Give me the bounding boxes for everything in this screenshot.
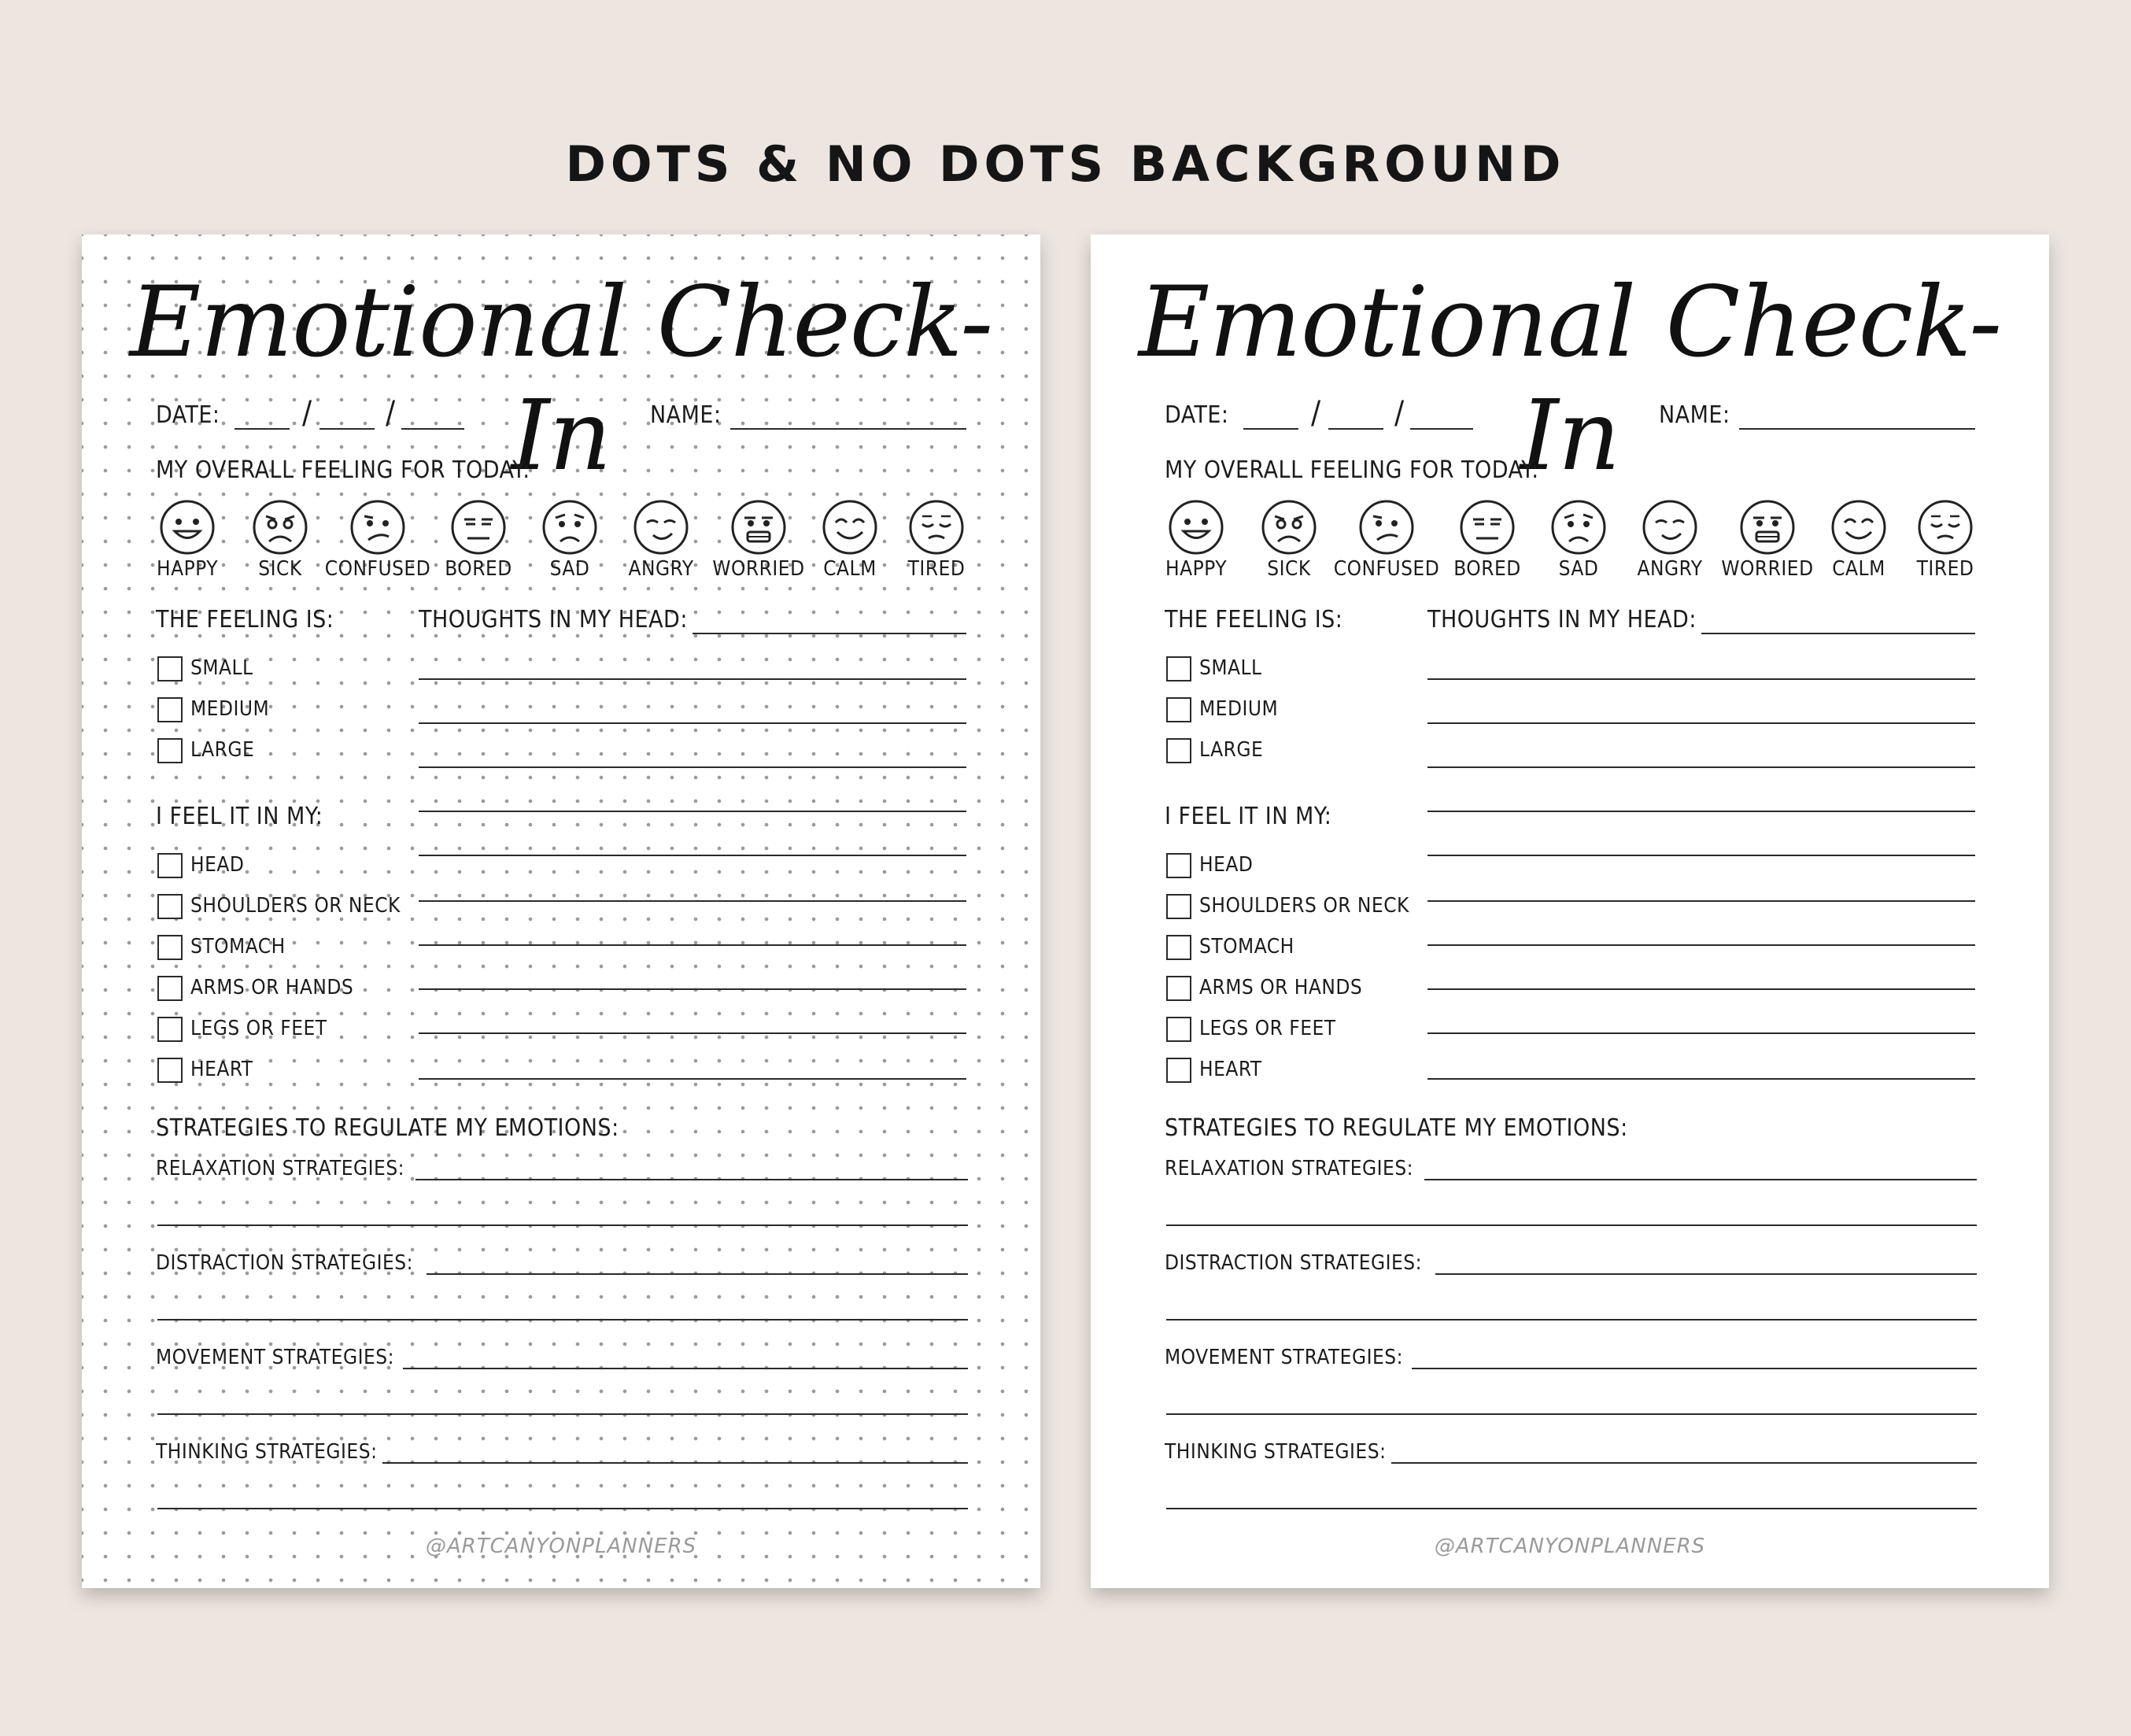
strategy-label: MOVEMENT STRATEGIES: — [156, 1346, 394, 1369]
thoughts-line[interactable] — [1701, 633, 1975, 634]
checkbox-large[interactable] — [1166, 738, 1191, 763]
thoughts-label: THOUGHTS IN MY HEAD: — [419, 606, 688, 633]
strategies-label: STRATEGIES TO REGULATE MY EMOTIONS: — [1165, 1114, 1628, 1142]
strategy-label: RELAXATION STRATEGIES: — [156, 1157, 405, 1180]
strategy-line[interactable] — [157, 1319, 968, 1320]
overall-feeling-label: MY OVERALL FEELING FOR TODAY: — [156, 456, 530, 484]
thoughts-line[interactable] — [1427, 1078, 1975, 1080]
name-label: NAME: — [650, 401, 722, 429]
emotion-label: CONFUSED — [1333, 557, 1440, 581]
date-day-line[interactable] — [319, 428, 375, 430]
checkbox-medium[interactable] — [1166, 697, 1191, 722]
option-label: ARMS OR HANDS — [1199, 976, 1363, 999]
strategy-line[interactable] — [1166, 1508, 1977, 1509]
date-separator: / — [386, 395, 396, 431]
strategy-label: MOVEMENT STRATEGIES: — [1165, 1346, 1403, 1369]
thoughts-line[interactable] — [419, 678, 966, 680]
calm-face-icon[interactable] — [1830, 499, 1887, 556]
date-separator: / — [1311, 395, 1321, 431]
worksheet-title: Emotional Check-In — [129, 266, 993, 493]
strategy-line[interactable] — [382, 1462, 968, 1464]
thoughts-label: THOUGHTS IN MY HEAD: — [1427, 606, 1697, 633]
emotion-label: CALM — [1832, 557, 1885, 581]
strategy-line[interactable] — [403, 1368, 968, 1369]
thoughts-line[interactable] — [419, 1032, 966, 1034]
option-label: LARGE — [1199, 738, 1264, 762]
checkbox-legs[interactable] — [157, 1017, 183, 1042]
strategy-line[interactable] — [157, 1413, 968, 1415]
checkbox-large[interactable] — [157, 738, 183, 763]
thoughts-line[interactable] — [692, 633, 966, 634]
emotion-label: BORED — [445, 557, 512, 581]
tired-face-icon[interactable] — [908, 499, 965, 556]
emotion-label: TIRED — [907, 557, 966, 581]
checkbox-arms[interactable] — [1166, 976, 1191, 1001]
body-location-label: I FEEL IT IN MY: — [1165, 803, 1332, 830]
thoughts-line[interactable] — [1427, 855, 1975, 856]
checkbox-head[interactable] — [157, 853, 183, 878]
option-label: MEDIUM — [190, 697, 270, 721]
strategy-line[interactable] — [1166, 1319, 1977, 1320]
strategy-label: THINKING STRATEGIES: — [156, 1440, 378, 1464]
emotion-label: ANGRY — [1637, 557, 1703, 581]
date-year-line[interactable] — [401, 428, 464, 430]
option-label: SMALL — [1199, 656, 1262, 680]
name-label: NAME: — [1659, 401, 1730, 429]
overall-feeling-label: MY OVERALL FEELING FOR TODAY: — [1165, 456, 1539, 484]
banner-heading: DOTS & NO DOTS BACKGROUND — [565, 135, 1566, 193]
date-year-line[interactable] — [1410, 428, 1473, 430]
thoughts-line[interactable] — [419, 1078, 966, 1080]
date-label: DATE: — [1165, 401, 1229, 429]
strategy-label: THINKING STRATEGIES: — [1165, 1440, 1387, 1464]
thoughts-line[interactable] — [419, 811, 966, 812]
checkbox-arms[interactable] — [157, 976, 183, 1001]
checkbox-heart[interactable] — [157, 1058, 183, 1083]
worksheet-plain — [1091, 235, 2049, 1588]
option-label: SMALL — [190, 656, 253, 680]
option-label: SHOULDERS OR NECK — [190, 894, 401, 918]
thoughts-line[interactable] — [419, 988, 966, 990]
happy-face-icon[interactable] — [159, 499, 216, 556]
strategy-line[interactable] — [427, 1273, 968, 1275]
worksheet-dotted — [82, 235, 1040, 1588]
calm-face-icon[interactable] — [822, 499, 878, 556]
date-separator: / — [302, 395, 312, 431]
emotion-label: HAPPY — [156, 557, 218, 581]
emotion-label: CONFUSED — [324, 557, 431, 581]
date-day-line[interactable] — [1328, 428, 1383, 430]
date-month-line[interactable] — [1243, 428, 1298, 430]
strategy-line[interactable] — [1391, 1462, 1977, 1464]
date-label: DATE: — [156, 401, 220, 429]
strategy-line[interactable] — [415, 1179, 968, 1180]
angry-face-icon[interactable] — [633, 499, 689, 556]
thoughts-line[interactable] — [1427, 944, 1975, 946]
angry-face-icon[interactable] — [1642, 499, 1698, 556]
checkbox-medium[interactable] — [157, 697, 183, 722]
option-label: HEART — [190, 1058, 253, 1081]
thoughts-line[interactable] — [1427, 900, 1975, 902]
option-label: HEAD — [1199, 853, 1254, 877]
strategy-line[interactable] — [1424, 1179, 1977, 1180]
checkbox-shoulders[interactable] — [157, 894, 183, 919]
checkbox-small[interactable] — [157, 656, 183, 681]
worried-face-icon[interactable] — [730, 499, 787, 556]
emotion-label: CALM — [823, 557, 877, 581]
strategy-line[interactable] — [1166, 1413, 1977, 1415]
feeling-size-label: THE FEELING IS: — [1165, 606, 1343, 633]
option-label: MEDIUM — [1199, 697, 1279, 721]
thoughts-line[interactable] — [419, 722, 966, 724]
footer-credit: @ARTCANYONPLANNERS — [425, 1535, 697, 1558]
option-label: ARMS OR HANDS — [190, 976, 354, 999]
sick-face-icon[interactable] — [1261, 499, 1317, 556]
strategy-line[interactable] — [1166, 1224, 1977, 1226]
thoughts-line[interactable] — [419, 900, 966, 902]
option-label: LARGE — [190, 738, 255, 762]
body-location-label: I FEEL IT IN MY: — [156, 803, 323, 830]
date-separator: / — [1394, 395, 1405, 431]
sick-face-icon[interactable] — [252, 499, 308, 556]
strategy-label: DISTRACTION STRATEGIES: — [156, 1251, 414, 1275]
emotion-label: SICK — [258, 557, 302, 581]
sad-face-icon[interactable] — [541, 499, 598, 556]
emotion-label: SAD — [1558, 557, 1599, 581]
thoughts-line[interactable] — [419, 855, 966, 856]
option-label: LEGS OR FEET — [1199, 1017, 1336, 1040]
checkbox-legs[interactable] — [1166, 1017, 1191, 1042]
emotion-label: SAD — [549, 557, 590, 581]
thoughts-line[interactable] — [1427, 988, 1975, 990]
option-label: HEAD — [190, 853, 245, 877]
footer-credit: @ARTCANYONPLANNERS — [1434, 1535, 1706, 1558]
tired-face-icon[interactable] — [1917, 499, 1974, 556]
strategy-line[interactable] — [1412, 1368, 1977, 1369]
emotion-label: WORRIED — [712, 557, 805, 581]
thoughts-line[interactable] — [1427, 811, 1975, 812]
feeling-size-label: THE FEELING IS: — [156, 606, 334, 633]
name-line[interactable] — [730, 428, 966, 430]
strategy-line[interactable] — [157, 1508, 968, 1509]
checkbox-stomach[interactable] — [157, 935, 183, 960]
emotion-label: TIRED — [1916, 557, 1974, 581]
strategy-line[interactable] — [157, 1224, 968, 1226]
checkbox-stomach[interactable] — [1166, 935, 1191, 960]
thoughts-line[interactable] — [419, 766, 966, 768]
checkbox-small[interactable] — [1166, 656, 1191, 681]
thoughts-line[interactable] — [1427, 1032, 1975, 1034]
option-label: STOMACH — [1199, 935, 1294, 958]
emotion-label: SICK — [1267, 557, 1311, 581]
strategies-label: STRATEGIES TO REGULATE MY EMOTIONS: — [156, 1114, 619, 1142]
strategy-label: RELAXATION STRATEGIES: — [1165, 1157, 1414, 1180]
option-label: HEART — [1199, 1058, 1262, 1081]
option-label: SHOULDERS OR NECK — [1199, 894, 1409, 918]
confused-face-icon[interactable] — [349, 499, 406, 556]
emotion-label: WORRIED — [1721, 557, 1814, 581]
bored-face-icon[interactable] — [450, 499, 507, 556]
thoughts-line[interactable] — [1427, 722, 1975, 724]
worksheet-title: Emotional Check-In — [1138, 266, 2002, 493]
option-label: STOMACH — [190, 935, 286, 958]
thoughts-line[interactable] — [419, 944, 966, 946]
checkbox-shoulders[interactable] — [1166, 894, 1191, 919]
strategy-line[interactable] — [1435, 1273, 1977, 1275]
emotion-label: HAPPY — [1165, 557, 1227, 581]
checkbox-heart[interactable] — [1166, 1058, 1191, 1083]
confused-face-icon[interactable] — [1358, 499, 1415, 556]
option-label: LEGS OR FEET — [190, 1017, 327, 1040]
sad-face-icon[interactable] — [1550, 499, 1607, 556]
bored-face-icon[interactable] — [1459, 499, 1516, 556]
checkbox-head[interactable] — [1166, 853, 1191, 878]
date-month-line[interactable] — [235, 428, 290, 430]
happy-face-icon[interactable] — [1168, 499, 1224, 556]
thoughts-line[interactable] — [1427, 766, 1975, 768]
name-line[interactable] — [1739, 428, 1975, 430]
strategy-label: DISTRACTION STRATEGIES: — [1165, 1251, 1423, 1275]
thoughts-line[interactable] — [1427, 678, 1975, 680]
emotion-label: BORED — [1453, 557, 1521, 581]
emotion-label: ANGRY — [628, 557, 694, 581]
worried-face-icon[interactable] — [1739, 499, 1796, 556]
